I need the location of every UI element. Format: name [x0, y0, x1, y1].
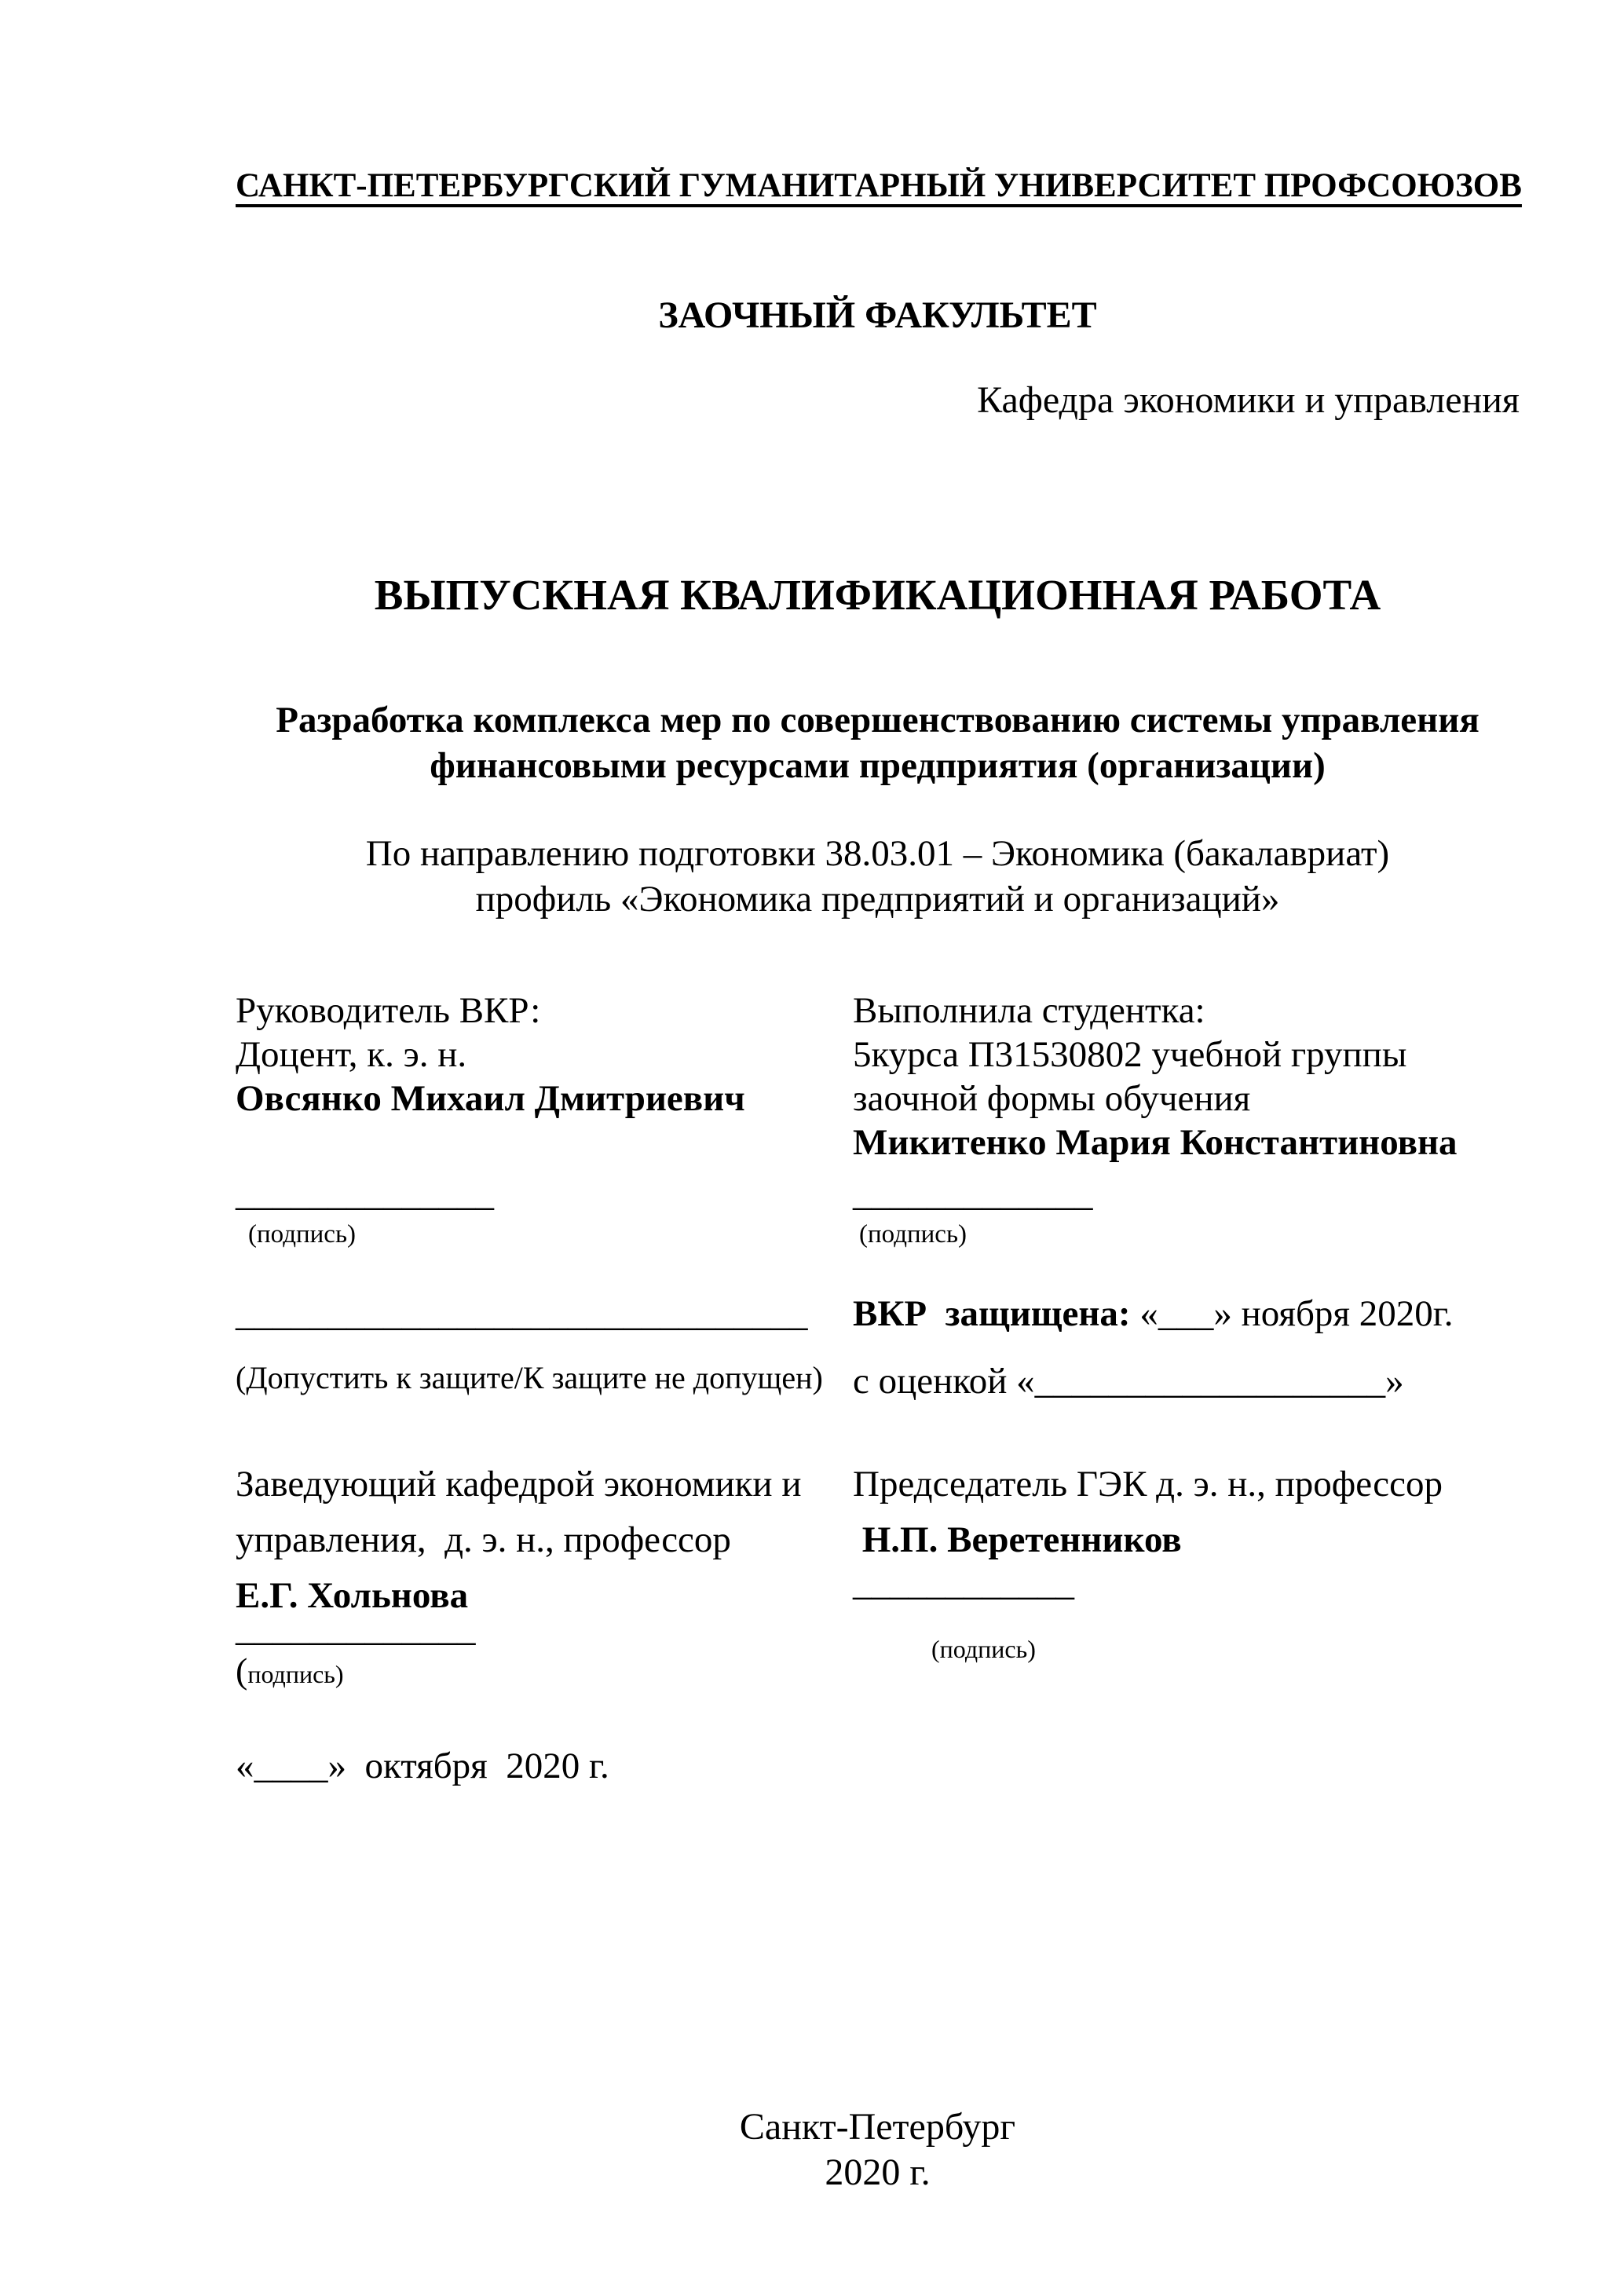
study-direction-line-2: профиль «Экономика предприятий и организаций»: [475, 879, 1280, 919]
student-name: Микитенко Мария Константиновна: [853, 1122, 1458, 1163]
supervisor-name: Овсянко Михаил Дмитриевич: [236, 1078, 745, 1119]
gek-chair-signature-caption: (подпись): [931, 1635, 1036, 1663]
signature-caption-text: подпись): [247, 1660, 344, 1688]
admission-date-line: «____» октября 2020 г.: [236, 1746, 609, 1786]
student-label: Выполнила студентка:: [853, 990, 1205, 1031]
admission-block: [236, 1292, 864, 1397]
defense-status-line: [853, 1292, 1560, 1336]
gek-chair-title: Председатель ГЭК д. э. н., профессор: [853, 1464, 1443, 1504]
student-signature-caption: (подпись): [859, 1220, 967, 1249]
study-direction: [236, 831, 1520, 922]
gek-chair-block: [853, 1457, 1560, 1568]
defense-grade-line: с оценкой «___________________»: [853, 1361, 1404, 1402]
defense-date-blank: «___» ноября 2020г.: [1130, 1293, 1454, 1334]
department-head-title-line-2: управления, д. э. н., профессор: [236, 1519, 731, 1560]
gek-chair-name: Н.П. Веретенников: [853, 1519, 1182, 1560]
student-signature: [853, 1172, 1560, 1250]
student-group: 5курса П31530802 учебной группы: [853, 1034, 1407, 1075]
supervisor-signature-caption: (подпись): [248, 1220, 356, 1249]
supervisor-signature-line: ______________: [236, 1173, 494, 1214]
student-study-form: заочной формы обучения: [853, 1078, 1251, 1119]
supervisor-degree: Доцент, к. э. н.: [236, 1034, 467, 1075]
footer-year: 2020 г.: [825, 2152, 931, 2193]
department-head-title-line-1: Заведующий кафедрой экономики и: [236, 1464, 802, 1504]
department-head-signature-caption: [236, 1651, 864, 1691]
department-head-name: Е.Г. Хольнова: [236, 1575, 469, 1616]
defense-status-label: ВКР защищена:: [853, 1293, 1131, 1334]
admission-caption: (Допустить к защите/К защите не допущен): [236, 1360, 823, 1395]
faculty-name: ЗАОЧНЫЙ ФАКУЛЬТЕТ: [658, 294, 1097, 336]
student-signature-line: _____________: [853, 1173, 1093, 1214]
supervisor-label: Руководитель ВКР:: [236, 990, 541, 1031]
supervisor-signature: [236, 1172, 864, 1250]
work-type-title: ВЫПУСКНАЯ КВАЛИФИКАЦИОННАЯ РАБОТА: [374, 571, 1381, 619]
university-name: САНКТ-ПЕТЕРБУРГСКИЙ ГУМАНИТАРНЫЙ УНИВЕРСИТЕТ ПРОФСОЮЗОВ: [236, 167, 1522, 204]
signature-caption-paren: (: [236, 1651, 248, 1691]
thesis-topic-line-2: финансовыми ресурсами предприятия (организации): [430, 745, 1326, 786]
thesis-topic-line-1: Разработка комплекса мер по совершенствованию системы управления: [276, 700, 1480, 740]
supervisor-block: [236, 989, 864, 1121]
footer-block: [236, 2104, 1520, 2195]
footer-city: Санкт-Петербург: [739, 2106, 1016, 2148]
gek-chair-signature-line: ____________: [853, 1563, 1074, 1603]
department-name: Кафедра экономики и управления: [977, 379, 1520, 421]
study-direction-line-1: По направлению подготовки 38.03.01 – Экономика (бакалавриат): [365, 833, 1390, 874]
department-head-signature: [236, 1607, 864, 1691]
department-head-block: [236, 1457, 864, 1624]
admission-line: _______________________________: [236, 1293, 808, 1334]
student-block: [853, 989, 1560, 1164]
gek-chair-signature: [853, 1561, 1560, 1665]
thesis-topic: [236, 697, 1520, 788]
defense-block: [853, 1292, 1560, 1403]
department-head-signature-line: _____________: [236, 1608, 476, 1649]
